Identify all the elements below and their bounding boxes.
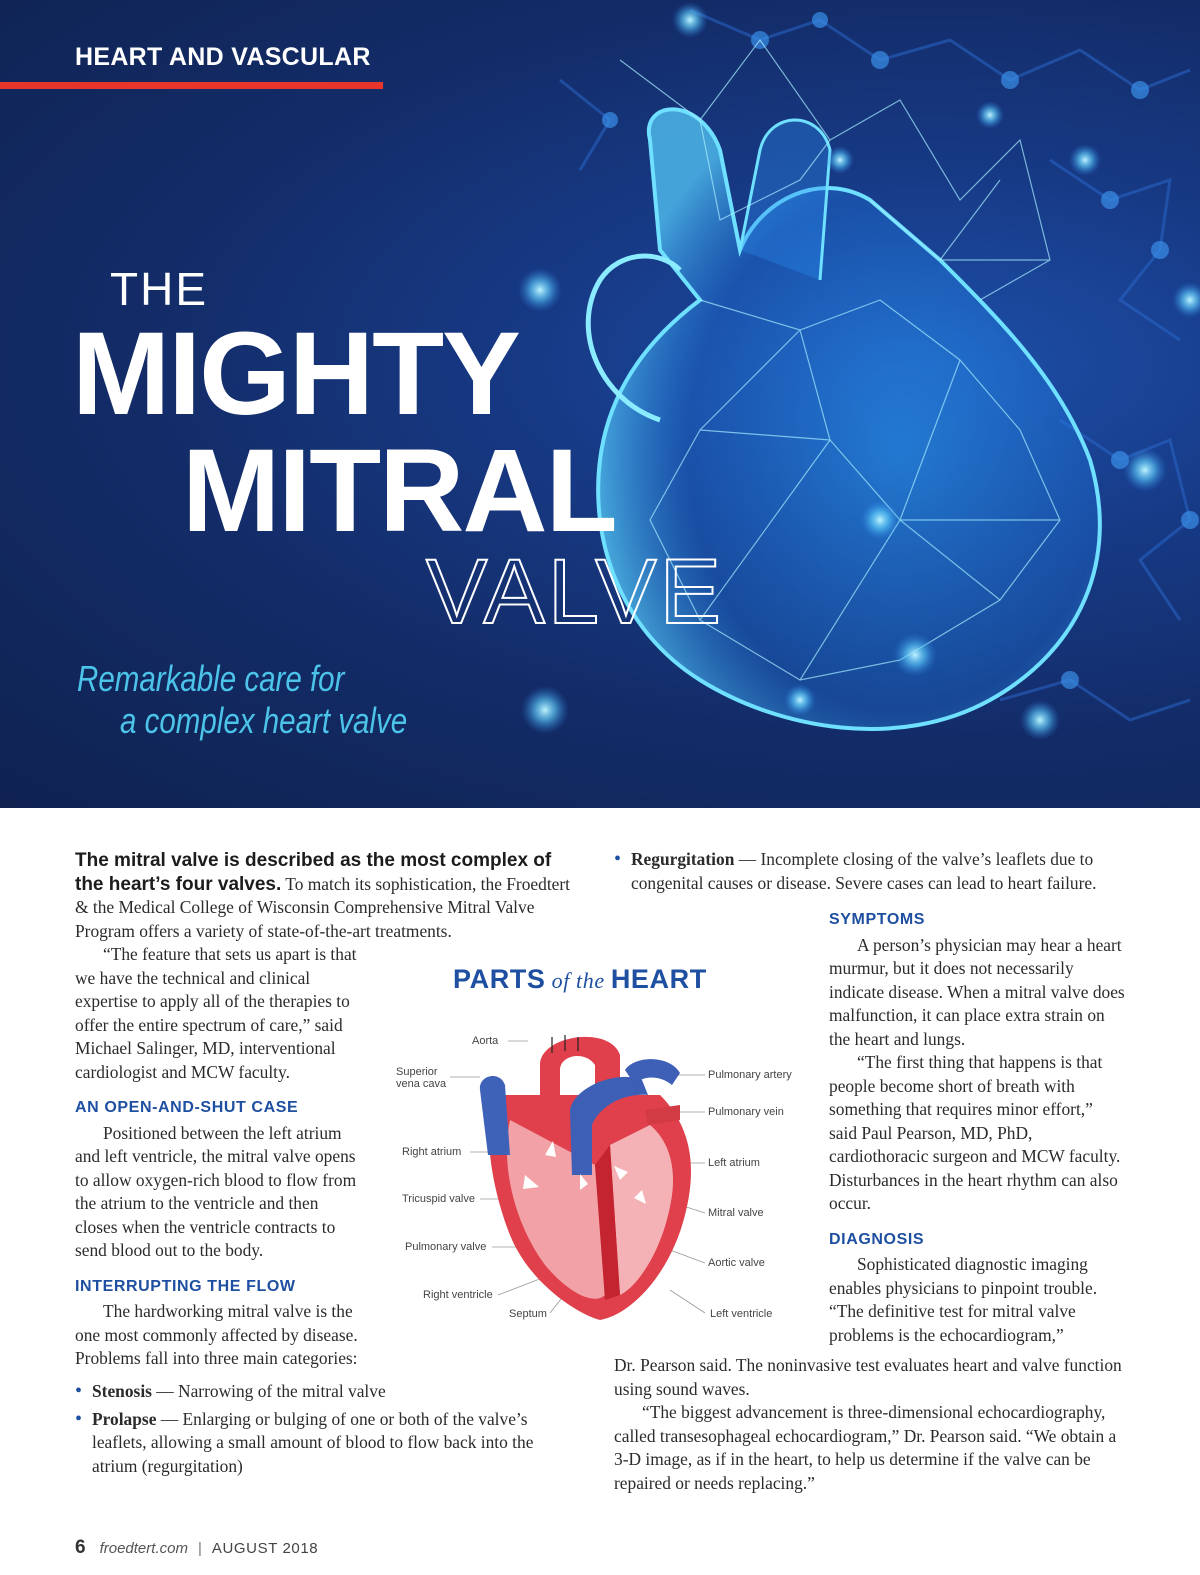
label-left-atrium: Left atrium [708, 1157, 760, 1169]
right-column-bottom [614, 1354, 1124, 1495]
label-tricuspid-valve: Tricuspid valve [402, 1193, 475, 1205]
diagram-title-parts: PARTS [453, 964, 546, 994]
footer-site: froedtert.com [99, 1540, 188, 1557]
section-tag: HEART AND VASCULAR [75, 43, 371, 71]
heading-interrupting: INTERRUPTING THE FLOW [75, 1277, 296, 1295]
title-the: THE [110, 263, 208, 315]
bullet-list-left [75, 1380, 565, 1478]
label-left-ventricle: Left ventricle [710, 1308, 773, 1320]
intro-rest: To match its sophistication, the Froedtert & the Medical College of Wisconsin Comprehensive Mitral Valve Program offers a variety of state-of-the-art treatments. [75, 873, 571, 941]
footer-separator: | [197, 1540, 202, 1557]
title-valve: VALVE [426, 541, 724, 643]
bullet-stenosis [75, 1380, 565, 1404]
intro-lead: The mitral valve is described as the most complex of the heart’s four valves. [75, 850, 552, 895]
footer-date: AUGUST 2018 [211, 1540, 319, 1557]
label-superior-vena-cava: Superior vena cava [396, 1066, 447, 1090]
subtitle-line-2: a complex heart valve [120, 700, 408, 741]
bullet-prolapse [75, 1408, 565, 1479]
label-right-ventricle: Right ventricle [423, 1289, 493, 1301]
bullet-regurgitation-term: Regurgitation [631, 849, 735, 869]
heading-diagnosis: DIAGNOSIS [829, 1230, 925, 1248]
quote-pearson-1: “The first thing that happens is that people become short of breath with something that requires minor effort,” said Paul Pearson, MD, PhD, cardiothoracic surgeon and MCW faculty. Disturbances in the heart rhythm can also occur. [829, 1052, 1121, 1213]
quote-pearson-2: “The biggest advancement is three-dimensional echocardiography, called transesophageal echocardiogram,” Dr. Pearson said. “We obtain a 3-D image, as if in the heart, to help us determine if the valve can be repaired or needs replacing.” [614, 1402, 1117, 1493]
heading-open-and-shut: AN OPEN-AND-SHUT CASE [75, 1099, 299, 1116]
label-mitral-valve: Mitral valve [708, 1207, 764, 1219]
bullet-list-right [614, 848, 1124, 895]
diagram-title-heart: HEART [610, 964, 707, 994]
paragraph-diagnosis-cont: Dr. Pearson said. The noninvasive test evaluates heart and valve function using sound waves. [614, 1355, 1122, 1399]
paragraph-problems: The hardworking mitral valve is the one most commonly affected by disease. Problems fall into three main categories: [75, 1301, 358, 1368]
heading-symptoms: SYMPTOMS [829, 911, 926, 928]
diagram-title-of: of the [545, 968, 611, 993]
paragraph-position: Positioned between the left atrium and left ventricle, the mitral valve opens to allow oxygen-rich blood to flow from the atrium to the ventricle and then closes when the ventricle contracts to send blood out to the body. [75, 1122, 357, 1260]
section-tag-underline [0, 82, 383, 89]
bullet-stenosis-term: Stenosis [92, 1381, 152, 1401]
right-column [829, 900, 1125, 1347]
bullet-regurgitation [614, 848, 1124, 895]
page-number: 6 [75, 1537, 86, 1558]
label-aorta: Aorta [472, 1035, 499, 1047]
quote-salinger: “The feature that sets us apart is that we have the technical and clinical expertise to apply all of the therapies to offer the entire spectrum of care,” said Michael Salinger, MD, interventional cardiologist and MCW faculty. [75, 944, 357, 1082]
label-pulmonary-valve: Pulmonary valve [405, 1241, 487, 1253]
diagram-title [453, 964, 707, 995]
title-mighty: MIGHTY [72, 308, 519, 440]
heart-anatomy-diagram [380, 1015, 810, 1335]
label-septum: Septum [509, 1308, 547, 1320]
paragraph-diagnosis: Sophisticated diagnostic imaging enables physicians to pinpoint trouble. “The definitive test for mitral valve problems is the echocardiogram,” [829, 1254, 1098, 1345]
left-column [75, 943, 365, 1371]
label-pulmonary-artery: Pulmonary artery [708, 1069, 792, 1081]
page-footer [75, 1537, 318, 1559]
label-pulmonary-vein: Pulmonary vein [708, 1106, 784, 1118]
paragraph-symptoms: A person’s physician may hear a heart murmur, but it does not necessarily indicate disease. When a mitral valve does malfunction, it can place extra strain on the heart and lungs. [829, 934, 1125, 1049]
label-aortic-valve: Aortic valve [708, 1257, 765, 1269]
bullet-prolapse-term: Prolapse [92, 1408, 157, 1429]
bullet-stenosis-text: — Narrowing of the mitral valve [151, 1381, 386, 1401]
bullet-regurgitation-text: — Incomplete closing of the valve’s leaflets due to congenital causes or disease. Severe cases can lead to heart failure. [631, 849, 1097, 893]
title-mitral: MITRAL [182, 425, 616, 557]
intro-paragraph [75, 849, 580, 943]
subtitle-line-1: Remarkable care for [77, 658, 345, 699]
bullet-prolapse-text: — Enlarging or bulging of one or both of the valve’s leaflets, allowing a small amount of blood to flow back into the atrium (regurgitation) [92, 1408, 534, 1476]
label-right-atrium: Right atrium [402, 1146, 462, 1158]
